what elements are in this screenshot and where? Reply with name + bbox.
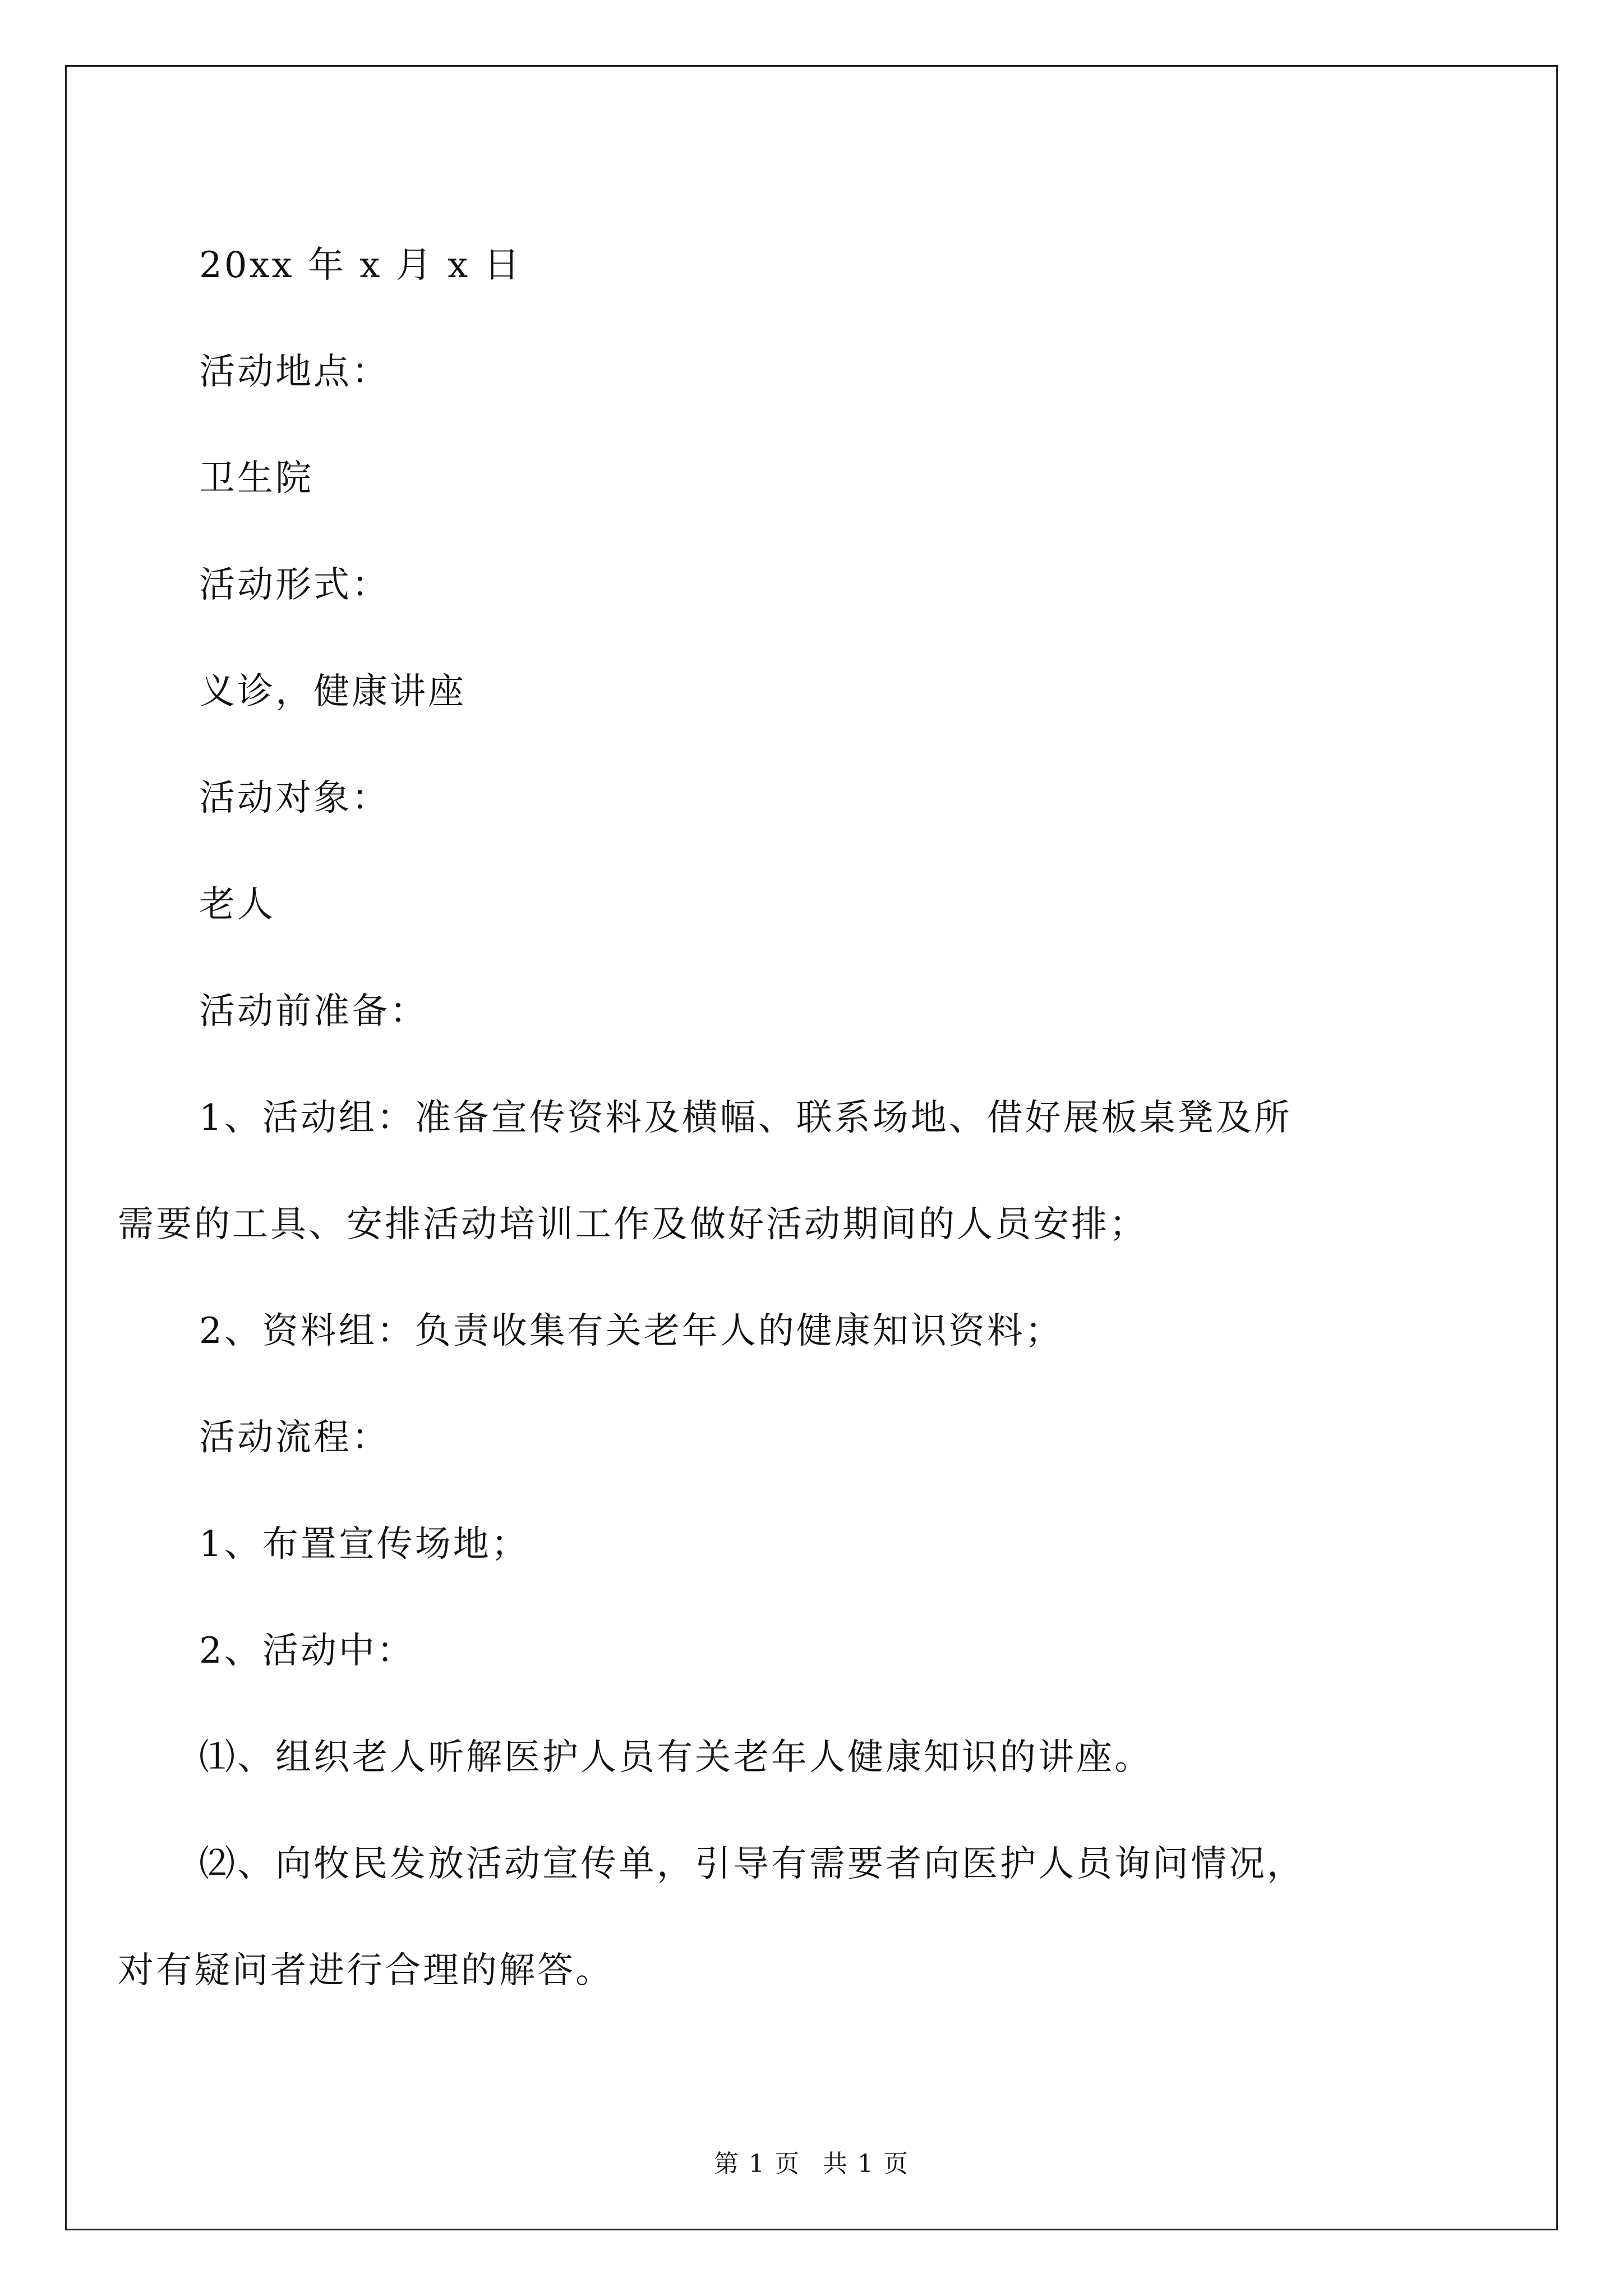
location-value: 卫生院 (199, 458, 313, 499)
process-subitem-2-line-2: 对有疑问者进行合理的解答。 (118, 1950, 614, 1991)
process-item-2: 2、活动中： (199, 1630, 415, 1672)
location-heading: 活动地点： (199, 351, 390, 393)
process-heading: 活动流程： (199, 1417, 390, 1458)
process-item-1: 1、布置宣传场地； (199, 1524, 529, 1565)
preparation-item-2: 2、资料组：负责收集有关老年人的健康知识资料； (199, 1310, 1063, 1352)
page-number-total: 共 1 页 (823, 2150, 909, 2178)
process-subitem-1: ⑴、组织老人听解医护人员有关老年人健康知识的讲座。 (199, 1737, 1152, 1778)
document-body (118, 212, 1478, 2024)
audience-heading: 活动对象： (199, 777, 390, 819)
preparation-heading: 活动前准备： (199, 991, 428, 1032)
preparation-item-1-line-1: 1、活动组：准备宣传资料及横幅、联系场地、借好展板桌凳及所 (199, 1097, 1292, 1139)
preparation-item-1-line-2: 需要的工具、安排活动培训工作及做好活动期间的人员安排； (118, 1204, 1147, 1245)
format-value: 义诊，健康讲座 (199, 671, 466, 712)
process-subitem-2-line-1: ⑵、向牧民发放活动宣传单，引导有需要者向医护人员询问情况， (199, 1843, 1305, 1885)
date-line: 20xx 年 x 月 x 日 (199, 245, 522, 286)
page-number-current: 第 1 页 (714, 2150, 800, 2178)
format-heading: 活动形式： (199, 564, 390, 606)
audience-value: 老人 (199, 884, 275, 926)
page-footer (0, 2147, 1623, 2181)
